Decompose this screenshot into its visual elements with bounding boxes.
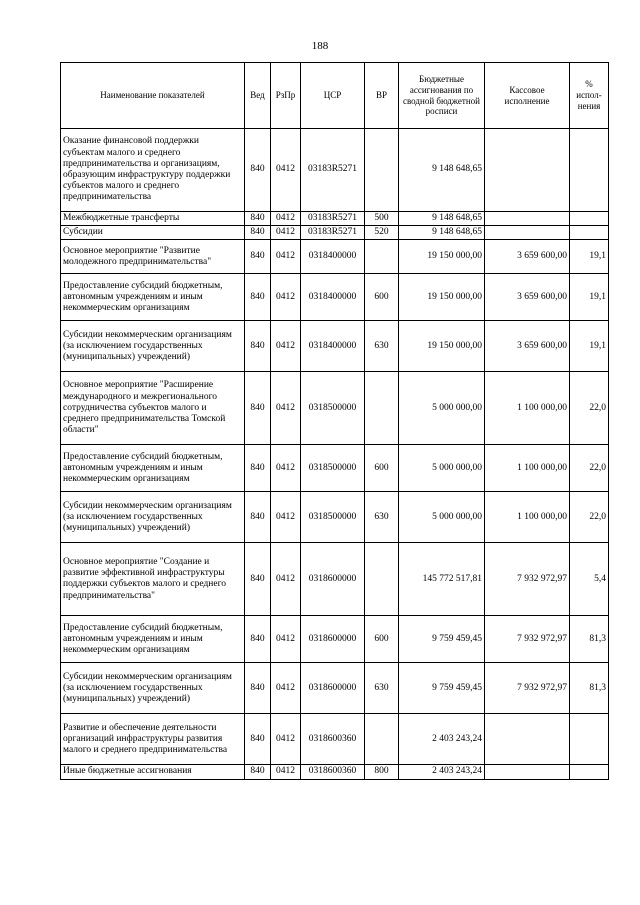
- row-rzpr: 0412: [271, 372, 301, 445]
- row-cash: 3 659 600,00: [485, 321, 570, 372]
- row-pct: [570, 714, 609, 765]
- row-pct: 19,1: [570, 274, 609, 321]
- row-rzpr: 0412: [271, 616, 301, 663]
- header-name: Наименование показателей: [61, 63, 245, 129]
- header-pct: % испол-нения: [570, 63, 609, 129]
- row-cash: 7 932 972,97: [485, 663, 570, 714]
- row-ved: 840: [245, 543, 271, 616]
- header-budget: Бюджетные ассигнования по сводной бюджетной росписи: [399, 63, 485, 129]
- row-budget: 9 148 648,65: [399, 129, 485, 212]
- table-row: [61, 321, 609, 372]
- row-csr: 0318400000: [301, 321, 365, 372]
- table-body: [61, 129, 609, 780]
- row-vr: 600: [365, 616, 399, 663]
- row-name: Субсидии: [61, 226, 245, 240]
- row-name: Субсидии некоммерческим организациям (за исключением государственных (муниципальных) учреждений): [61, 492, 245, 543]
- row-name: Иные бюджетные ассигнования: [61, 765, 245, 779]
- row-csr: 03183R5271: [301, 129, 365, 212]
- row-name: Субсидии некоммерческим организациям (за исключением государственных (муниципальных) учреждений): [61, 663, 245, 714]
- row-budget: 145 772 517,81: [399, 543, 485, 616]
- row-cash: 7 932 972,97: [485, 616, 570, 663]
- row-pct: [570, 129, 609, 212]
- row-cash: 1 100 000,00: [485, 492, 570, 543]
- header-rzpr: РзПр: [271, 63, 301, 129]
- row-cash: 3 659 600,00: [485, 240, 570, 274]
- row-vr: 800: [365, 765, 399, 779]
- row-name: Субсидии некоммерческим организациям (за исключением государственных (муниципальных) учреждений): [61, 321, 245, 372]
- row-budget: 19 150 000,00: [399, 274, 485, 321]
- table-row: [61, 445, 609, 492]
- row-rzpr: 0412: [271, 129, 301, 212]
- row-vr: [365, 129, 399, 212]
- row-rzpr: 0412: [271, 240, 301, 274]
- table-row: [61, 240, 609, 274]
- row-cash: 1 100 000,00: [485, 372, 570, 445]
- row-csr: 0318400000: [301, 274, 365, 321]
- table-row: [61, 543, 609, 616]
- row-csr: 03183R5271: [301, 212, 365, 226]
- row-pct: [570, 765, 609, 779]
- row-rzpr: 0412: [271, 492, 301, 543]
- row-vr: 630: [365, 663, 399, 714]
- row-ved: 840: [245, 765, 271, 779]
- table-row: [61, 492, 609, 543]
- row-rzpr: 0412: [271, 445, 301, 492]
- row-csr: 0318600000: [301, 616, 365, 663]
- row-vr: 500: [365, 212, 399, 226]
- row-vr: 630: [365, 321, 399, 372]
- table-row: [61, 372, 609, 445]
- row-ved: 840: [245, 274, 271, 321]
- header-csr: ЦСР: [301, 63, 365, 129]
- row-ved: 840: [245, 321, 271, 372]
- row-vr: [365, 543, 399, 616]
- table-row: [61, 212, 609, 226]
- row-vr: [365, 372, 399, 445]
- table-row: [61, 765, 609, 779]
- row-budget: 2 403 243,24: [399, 765, 485, 779]
- budget-table: [60, 62, 609, 780]
- row-csr: 0318600360: [301, 765, 365, 779]
- row-budget: 9 148 648,65: [399, 212, 485, 226]
- header-vr: ВР: [365, 63, 399, 129]
- row-ved: 840: [245, 226, 271, 240]
- row-pct: 81,3: [570, 616, 609, 663]
- row-name: Основное мероприятие "Расширение международного и межрегионального сотрудничества субъектов малого и среднего предпринимательства Томской области": [61, 372, 245, 445]
- header-row: [61, 63, 609, 129]
- row-budget: 19 150 000,00: [399, 240, 485, 274]
- row-name: Предоставление субсидий бюджетным, автономным учреждениям и иным некоммерческим организациям: [61, 274, 245, 321]
- row-cash: 3 659 600,00: [485, 274, 570, 321]
- header-ved: Вед: [245, 63, 271, 129]
- row-name: Основное мероприятие "Развитие молодежного предпринимательства": [61, 240, 245, 274]
- row-vr: 600: [365, 445, 399, 492]
- row-ved: 840: [245, 492, 271, 543]
- table-row: [61, 616, 609, 663]
- row-name: Развитие и обеспечение деятельности организаций инфраструктуры развития малого и среднего предпринимательства: [61, 714, 245, 765]
- row-rzpr: 0412: [271, 663, 301, 714]
- row-name: Межбюджетные трансферты: [61, 212, 245, 226]
- row-name: Оказание финансовой поддержки субъектам малого и среднего предпринимательства и организациям, образующим инфраструктуру поддержки субъектов малого и среднего предпринимательства: [61, 129, 245, 212]
- row-csr: 0318500000: [301, 492, 365, 543]
- row-ved: 840: [245, 663, 271, 714]
- row-vr: [365, 240, 399, 274]
- table-row: [61, 274, 609, 321]
- row-name: Предоставление субсидий бюджетным, автономным учреждениям и иным некоммерческим организациям: [61, 445, 245, 492]
- table-row: [61, 226, 609, 240]
- row-ved: 840: [245, 445, 271, 492]
- row-pct: [570, 226, 609, 240]
- row-ved: 840: [245, 212, 271, 226]
- row-budget: 5 000 000,00: [399, 372, 485, 445]
- row-rzpr: 0412: [271, 212, 301, 226]
- row-rzpr: 0412: [271, 765, 301, 779]
- row-csr: 0318600360: [301, 714, 365, 765]
- row-rzpr: 0412: [271, 714, 301, 765]
- table-row: [61, 663, 609, 714]
- row-pct: 19,1: [570, 321, 609, 372]
- row-vr: 600: [365, 274, 399, 321]
- row-rzpr: 0412: [271, 321, 301, 372]
- row-ved: 840: [245, 240, 271, 274]
- row-csr: 03183R5271: [301, 226, 365, 240]
- row-pct: 22,0: [570, 445, 609, 492]
- row-budget: 5 000 000,00: [399, 445, 485, 492]
- row-rzpr: 0412: [271, 226, 301, 240]
- row-vr: 520: [365, 226, 399, 240]
- row-csr: 0318400000: [301, 240, 365, 274]
- page-number: 188: [311, 40, 329, 52]
- row-pct: 22,0: [570, 492, 609, 543]
- row-pct: [570, 212, 609, 226]
- row-csr: 0318600000: [301, 543, 365, 616]
- row-budget: 5 000 000,00: [399, 492, 485, 543]
- row-pct: 19,1: [570, 240, 609, 274]
- row-csr: 0318600000: [301, 663, 365, 714]
- row-pct: 5,4: [570, 543, 609, 616]
- row-cash: [485, 212, 570, 226]
- row-pct: 81,3: [570, 663, 609, 714]
- row-cash: 1 100 000,00: [485, 445, 570, 492]
- row-vr: 630: [365, 492, 399, 543]
- row-budget: 2 403 243,24: [399, 714, 485, 765]
- row-ved: 840: [245, 714, 271, 765]
- row-pct: 22,0: [570, 372, 609, 445]
- row-cash: [485, 765, 570, 779]
- row-ved: 840: [245, 372, 271, 445]
- table-row: [61, 714, 609, 765]
- row-budget: 19 150 000,00: [399, 321, 485, 372]
- row-budget: 9 759 459,45: [399, 616, 485, 663]
- row-cash: [485, 129, 570, 212]
- row-ved: 840: [245, 616, 271, 663]
- row-cash: [485, 226, 570, 240]
- row-rzpr: 0412: [271, 274, 301, 321]
- row-name: Основное мероприятие "Создание и развитие эффективной инфраструктуры поддержки субъектов малого и среднего предпринимательства": [61, 543, 245, 616]
- row-csr: 0318500000: [301, 445, 365, 492]
- row-ved: 840: [245, 129, 271, 212]
- row-cash: [485, 714, 570, 765]
- row-budget: 9 759 459,45: [399, 663, 485, 714]
- row-rzpr: 0412: [271, 543, 301, 616]
- row-cash: 7 932 972,97: [485, 543, 570, 616]
- row-name: Предоставление субсидий бюджетным, автономным учреждениям и иным некоммерческим организациям: [61, 616, 245, 663]
- header-cash: Кассовое исполнение: [485, 63, 570, 129]
- row-vr: [365, 714, 399, 765]
- table-row: [61, 129, 609, 212]
- row-csr: 0318500000: [301, 372, 365, 445]
- row-budget: 9 148 648,65: [399, 226, 485, 240]
